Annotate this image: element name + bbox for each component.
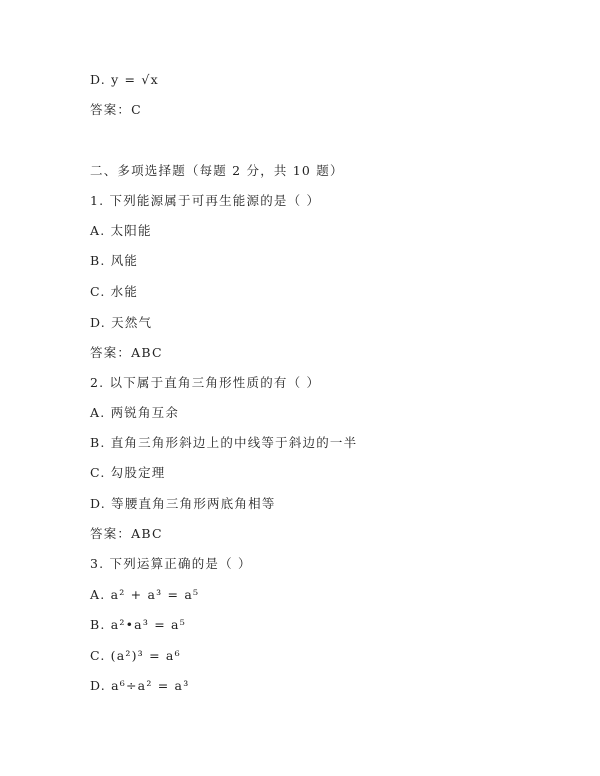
- option-line: A. a² + a³ = a⁵: [90, 587, 200, 602]
- option-line: D. 等腰直角三角形两底角相等: [90, 496, 276, 511]
- option-line: D. a⁶÷a² = a³: [90, 678, 190, 693]
- option-line: D. 天然气: [90, 315, 153, 330]
- section-heading: 二、多项选择题（每题 2 分，共 10 题）: [90, 163, 344, 178]
- answer-line: 答案：C: [90, 102, 142, 117]
- question-line: 3. 下列运算正确的是（ ）: [90, 556, 252, 571]
- option-line: B. 直角三角形斜边上的中线等于斜边的一半: [90, 435, 358, 450]
- answer-line: 答案：ABC: [90, 345, 163, 360]
- option-line: A. 两锐角互余: [90, 405, 180, 420]
- option-line: A. 太阳能: [90, 223, 152, 238]
- question-line: 2. 以下属于直角三角形性质的有（ ）: [90, 375, 321, 390]
- question-line: 1. 下列能源属于可再生能源的是（ ）: [90, 193, 321, 208]
- option-line: C. 水能: [90, 284, 139, 299]
- option-line: C. 勾股定理: [90, 465, 166, 480]
- option-line: D. y = √x: [90, 72, 159, 87]
- option-line: B. 风能: [90, 253, 139, 268]
- option-line: C. (a²)³ = a⁶: [90, 648, 181, 663]
- option-line: B. a²•a³ = a⁵: [90, 617, 186, 632]
- answer-line: 答案：ABC: [90, 526, 163, 541]
